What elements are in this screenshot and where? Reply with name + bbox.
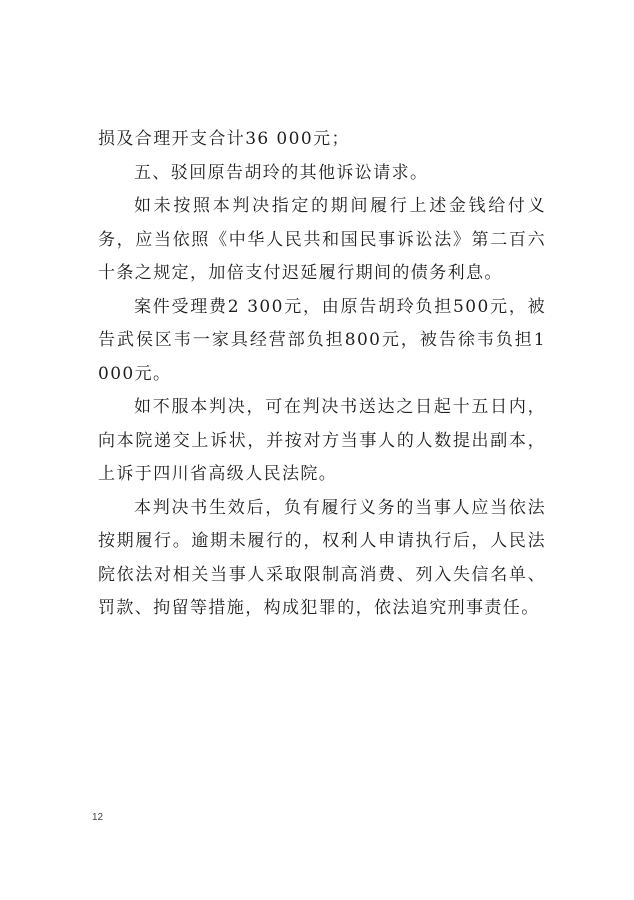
paragraph-expenses-total: 损及合理开支合计36 000元； xyxy=(98,129,350,149)
judgment-body xyxy=(98,123,546,626)
paragraph-appeal-notice: 如不服本判决，可在判决书送达之日起十五日内，向本院递交上诉状，并按对方当事人的人数提出副本，上诉于四川省高级人民法院。 xyxy=(98,397,546,484)
paragraph-case-acceptance-fee: 案件受理费2 300元，由原告胡玲负担500元，被告武侯区韦一家具经营部负担800元，被告徐韦负担1 000元。 xyxy=(98,296,546,384)
paragraph-late-performance-interest: 如未按照本判决指定的期间履行上述金钱给付义务，应当依照《中华人民共和国民事诉讼法》第二百六十条之规定，加倍支付迟延履行期间的债务利息。 xyxy=(98,196,546,283)
paragraph-item-five-dismiss-claims: 五、驳回原告胡玲的其他诉讼请求。 xyxy=(134,162,429,183)
page-number: 12 xyxy=(92,812,104,823)
paragraph-enforcement-notice: 本判决书生效后，负有履行义务的当事人应当依法按期履行。逾期未履行的，权利人申请执行后，人民法院依法对相关当事人采取限制高消费、列入失信名单、罚款、拘留等措施，构成犯罪的，依法追究刑事责任。 xyxy=(98,497,546,618)
